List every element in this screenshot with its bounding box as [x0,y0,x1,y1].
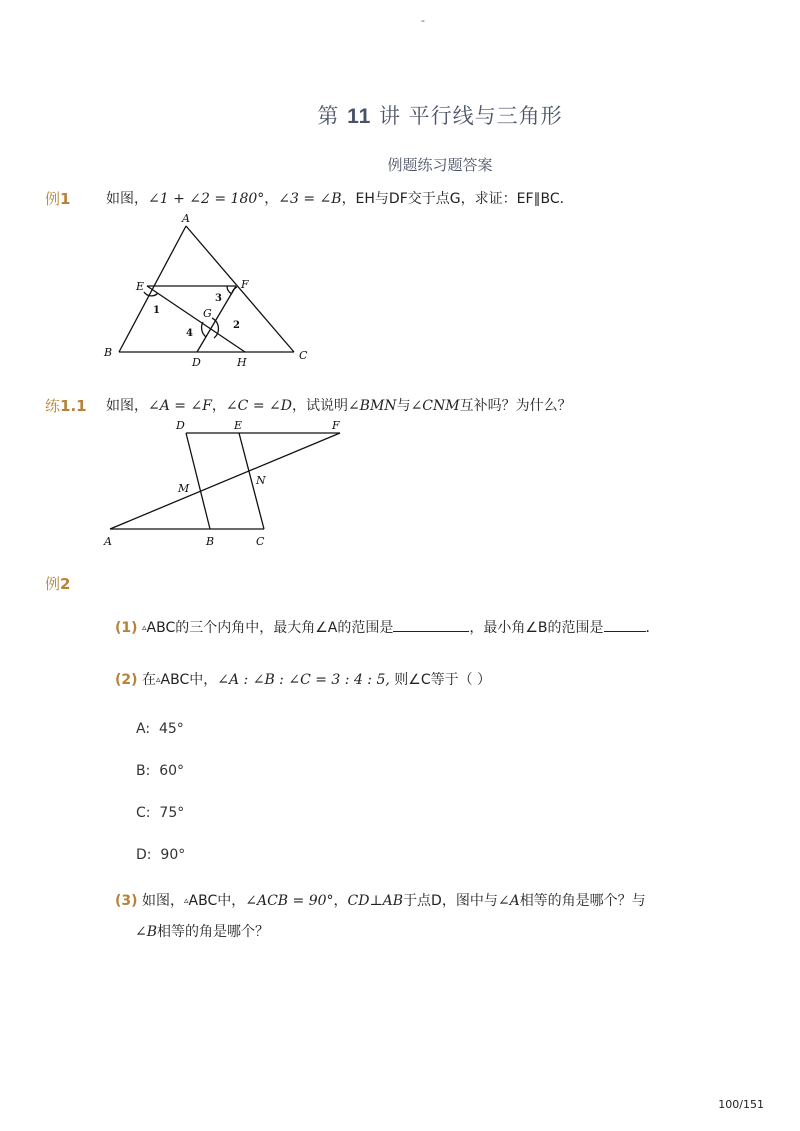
page-number: 100/151 [718,1098,764,1111]
example-1-figure [100,210,320,370]
fig1-label-B: B [104,346,113,359]
part-3-math-3: ∠A [497,893,520,909]
fig1-label-G: G [203,307,212,320]
option-a-value: 45° [158,721,184,737]
fig1-label-A: A [182,212,190,225]
option-c-value: 75° [159,805,185,821]
part-3-text-5: 相等的角是哪个？与 [519,893,646,909]
triangle-symbol: ▵ [184,896,189,906]
practice-label-char: 练 [45,397,61,415]
example-2-part-3 [115,890,646,910]
page-subtitle: 例题练习题答案 [387,156,493,174]
example-2-part-2 [115,669,491,689]
angle-3-arc-2 [232,287,237,293]
option-d[interactable] [136,847,185,863]
part-3-text-3: ， [333,893,348,909]
fig2-label-M: M [178,482,190,495]
fig1-label-C: C [299,349,308,362]
pr-math-3: ∠BMN [347,398,397,414]
part-3-text-2: ABC中， [188,893,246,909]
triangle-symbol: ▵ [156,675,161,685]
answer-blank-1[interactable] [393,619,469,632]
title-suffix: 讲 平行线与三角形 [371,104,563,128]
part-3-math-2: CD⊥AB [347,893,404,909]
example-2-part-3-line-2 [135,921,269,941]
example-2-label-char: 例 [45,575,61,593]
example-1-label-char: 例 [45,190,61,208]
part-2-text-2: ABC中， [160,672,218,688]
ex1-text-1: 如图， [106,191,148,207]
part-1-text-3: ． [645,620,660,636]
practice-1-1-figure [100,414,360,554]
part-2-text-3: 则∠C等于（ ） [389,672,492,688]
ex1-math-1: ∠1 + ∠2 = 180° [148,191,265,207]
practice-1-1-question [106,395,572,415]
fig1-label-H: H [237,356,247,369]
ex1-math-2: ∠3 = ∠B [278,191,342,207]
option-b-value: 60° [159,763,185,779]
example-2-label [45,573,70,594]
fig1-angle-3: 3 [215,293,222,304]
pr-math-2: ∠C = ∠D [225,398,292,414]
answer-blank-2[interactable] [604,619,646,632]
example-1-question [106,188,574,208]
option-a[interactable] [136,721,184,737]
ex1-text-2: ， [264,191,279,207]
part-1-text-2: ，最小角∠B的范围是 [469,620,604,636]
pr-math-1: ∠A = ∠F [148,398,212,414]
fig2-label-F: F [332,419,340,432]
practice-label-num: 1.1 [60,397,87,415]
option-d-value: 90° [160,847,186,863]
fig1-label-E: E [136,280,145,293]
line-AF [110,433,340,529]
example-1-label [45,188,70,209]
example-2-part-1 [115,617,660,637]
option-d-key: D: [136,847,152,863]
part-2-text-1: 在 [142,672,156,688]
part-3-number: (3) [115,893,138,909]
pr-text-2: ， [211,398,226,414]
pr-text-4: 与 [396,398,411,414]
pr-text-3: ，试说明 [291,398,348,414]
practice-1-1-label [45,395,87,416]
fig2-label-A: A [104,535,112,548]
line-DB [186,433,210,529]
page-title [0,100,800,130]
fig1-angle-2: 2 [233,320,240,331]
part-3-math-1: ∠ACB = 90° [245,893,334,909]
fig1-label-D: D [192,356,201,369]
part-3-math-4: ∠B [135,924,158,940]
option-c-key: C: [136,805,151,821]
fig2-label-B: B [206,535,215,548]
part-3-text-4: 于点D，图中与 [403,893,498,909]
fig1-label-F: F [241,278,249,291]
ex1-text-3: ，EH与DF交于点G，求证：EF∥BC． [341,191,574,207]
part-1-text-1: ABC的三个内角中，最大角∠A的范围是 [146,620,394,636]
title-number: 11 [347,105,372,128]
fig1-angle-4: 4 [186,328,193,339]
option-c[interactable] [136,805,184,821]
example-1-label-num: 1 [60,190,71,208]
fig2-label-C: C [256,535,265,548]
fig1-angle-1: 1 [153,305,160,316]
fig2-label-E: E [234,419,243,432]
fig2-label-N: N [256,474,266,487]
part-3-text-1: 如图， [142,893,184,909]
part-2-number: (2) [115,672,138,688]
top-mark: - [421,14,425,27]
pr-text-1: 如图， [106,398,148,414]
angle-2-arc [212,318,218,338]
part-1-number: (1) [115,620,138,636]
pr-text-5: 互补吗？为什么？ [459,398,572,414]
option-a-key: A: [136,721,151,737]
fig2-label-D: D [176,419,185,432]
triangle-symbol: ▵ [142,623,147,633]
option-b-key: B: [136,763,151,779]
pr-math-4: ∠CNM [410,398,460,414]
title-prefix: 第 [317,104,348,128]
part-2-math: ∠A : ∠B : ∠C = 3 : 4 : 5, [217,672,390,688]
part-3-text-6: 相等的角是哪个？ [157,924,270,940]
example-2-label-num: 2 [60,575,71,593]
option-b[interactable] [136,763,184,779]
